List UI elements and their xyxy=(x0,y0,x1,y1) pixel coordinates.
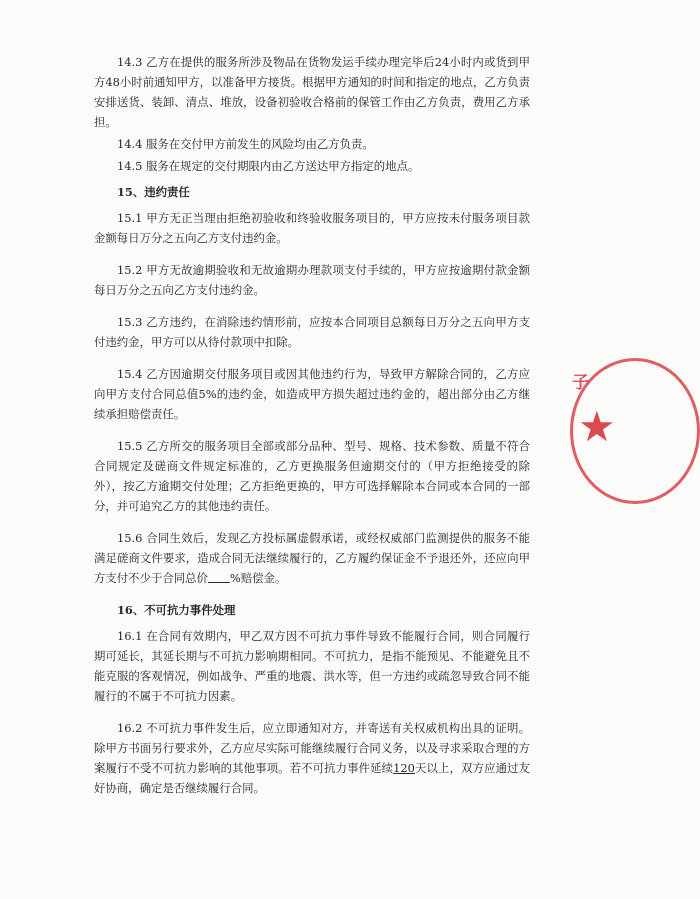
clause-16-2-days: 120 xyxy=(393,761,415,775)
red-seal-stamp xyxy=(562,358,624,508)
clause-16-2 xyxy=(94,718,530,798)
contract-text xyxy=(94,52,530,798)
clause-15-1: 15.1 甲方无正当理由拒绝初验收和终验收服务项目的，甲方应按未付服务项目款金额每日万分之五向乙方支付违约金。 xyxy=(94,211,530,245)
clause-16-2-suffix: 天以上，双方应通过友好协商，确定是否继续履行合同。 xyxy=(94,761,530,795)
seal-text: 子 xyxy=(572,373,589,393)
section-15-title: 15、违约责任 xyxy=(117,185,190,199)
clause-14-5: 14.5 服务在规定的交付期限内由乙方送达甲方指定的地点。 xyxy=(117,159,420,173)
clause-14-3: 14.3 乙方在提供的服务所涉及物品在货物发运手续办理完毕后24小时内或货到甲方48小时前通知甲方，以准备甲方接货。根据甲方通知的时间和指定的地点，乙方负责安排送货、装卸、清点、堆放，设备初验收合格前的保管工作由乙方负责，费用乙方承担。 xyxy=(94,55,530,129)
clause-16-1: 16.1 在合同有效期内，甲乙双方因不可抗力事件导致不能履行合同，则合同履行期可延长，其延长期与不可抗力影响期相同。不可抗力，是指不能预见、不能避免且不能克服的客观情况，例如战争、严重的地震、洪水等，但一方违约或疏忽导致合同不能履行的不属于不可抗力因素。 xyxy=(94,629,530,703)
clause-16-2-text: 16.2 不可抗力事件发生后，应立即通知对方，并寄送有关权威机构出具的证明。除甲方书面另行要求外，乙方应尽实际可能继续履行合同义务，以及寻求采取合理的方案履行不受不可抗力影响的其他事项。若不可抗力事件延续 xyxy=(94,721,530,775)
clause-15-6-text: 15.6 合同生效后，发现乙方投标属虚假承诺，或经权威部门监测提供的服务不能满足磋商文件要求，造成合同无法继续履行的，乙方履约保证金不予退还外，还应向甲方支付不少于合同总价 xyxy=(94,531,530,585)
section-16-title: 16、不可抗力事件处理 xyxy=(117,603,236,617)
seal-star-icon: ★ xyxy=(578,402,616,451)
clause-15-6 xyxy=(94,528,530,588)
clause-14-4: 14.4 服务在交付甲方前发生的风险均由乙方负责。 xyxy=(117,137,374,151)
clause-15-6-suffix: %赔偿金。 xyxy=(229,571,287,585)
clause-15-5: 15.5 乙方所交的服务项目全部或部分品种、型号、规格、技术参数、质量不符合合同规定及磋商文件规定标准的，乙方更换服务但逾期交付的（甲方拒绝接受的除外），按乙方逾期交付处理；乙方拒绝更换的，甲方可选择解除本合同或本合同的一部分，并可追究乙方的其他违约责任。 xyxy=(94,439,530,513)
blank-field xyxy=(208,570,230,583)
clause-15-2: 15.2 甲方无故逾期验收和无故逾期办理款项支付手续的，甲方应按逾期付款金额每日万分之五向乙方支付违约金。 xyxy=(94,263,530,297)
clause-15-3: 15.3 乙方违约，在消除违约情形前，应按本合同项目总额每日万分之五向甲方支付违约金，甲方可以从待付款项中扣除。 xyxy=(94,315,530,349)
clause-15-4: 15.4 乙方因逾期交付服务项目或因其他违约行为，导致甲方解除合同的，乙方应向甲方支付合同总值5%的违约金，如造成甲方损失超过违约金的，超出部分由乙方继续承担赔偿责任。 xyxy=(94,367,530,421)
